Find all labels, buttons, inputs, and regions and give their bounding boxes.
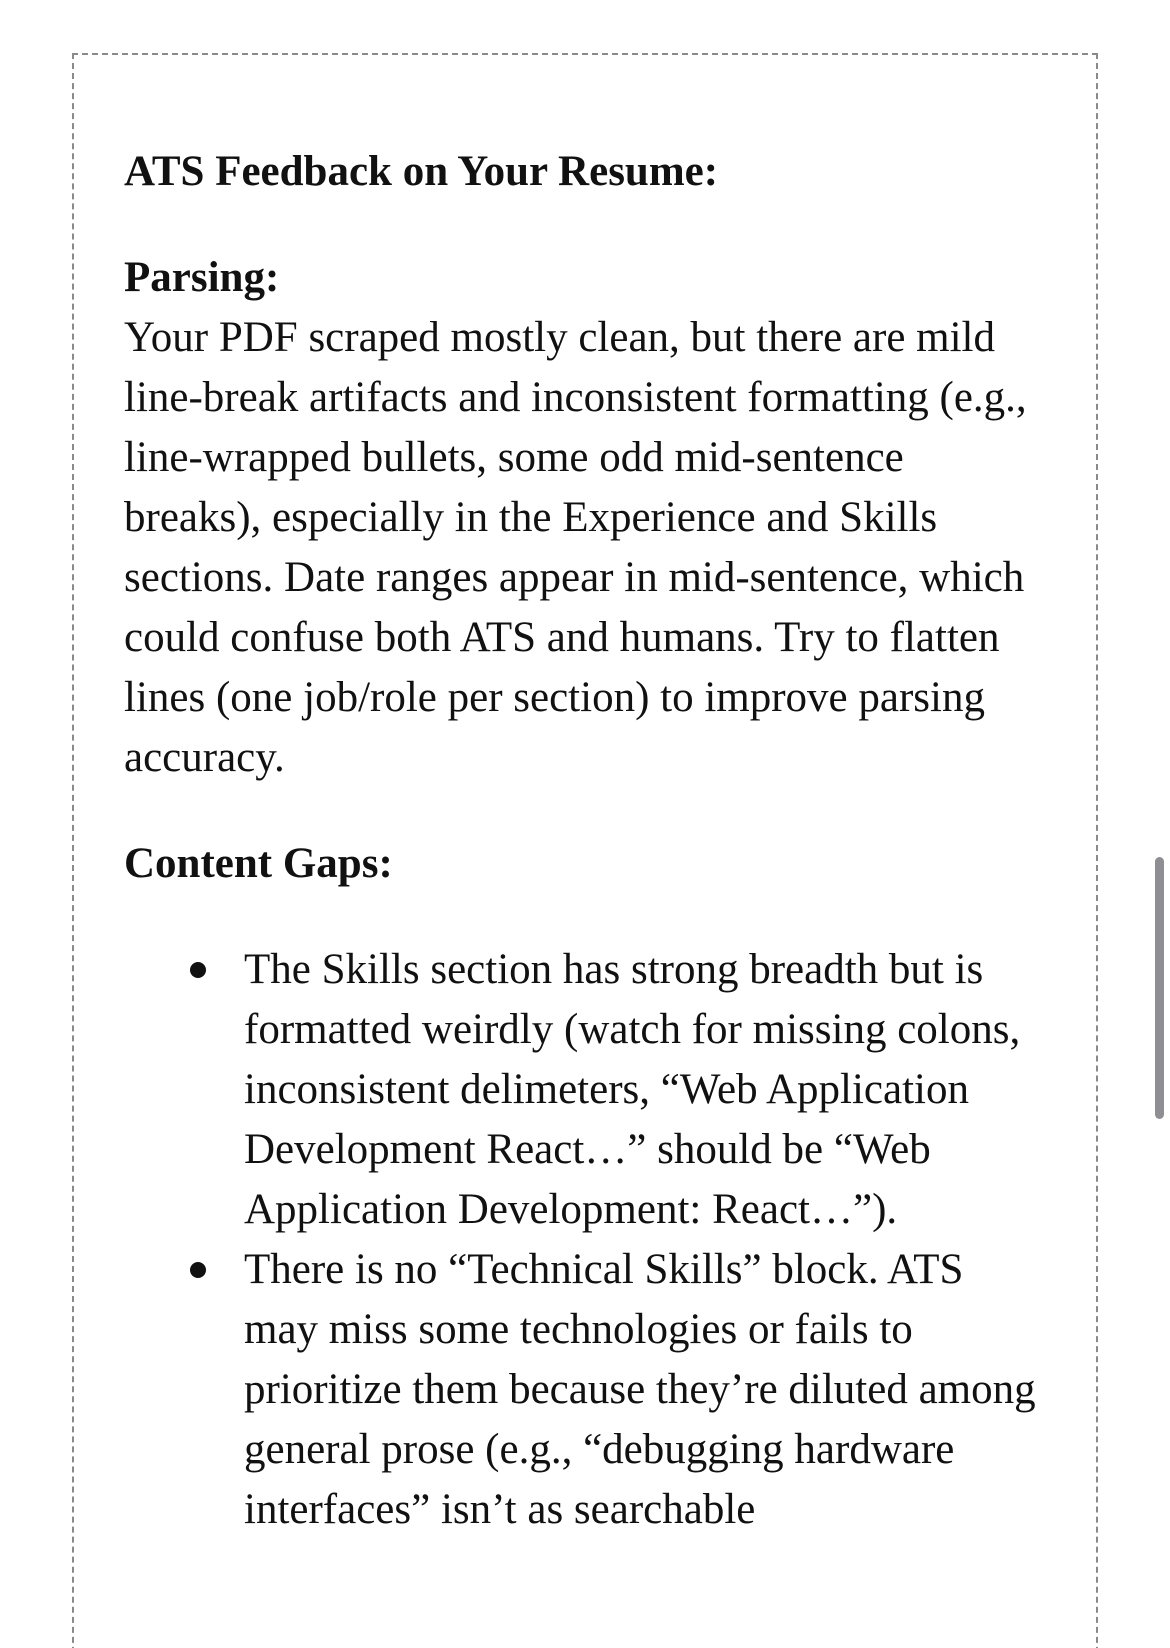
content-gaps-list [124,940,1044,1540]
list-item [124,1240,1046,1540]
list-item [124,940,1046,1240]
bullet-icon [190,962,206,978]
bullet-icon [190,1262,206,1278]
scrollbar-thumb[interactable] [1155,857,1164,1119]
content-gaps-title: Content Gaps: [124,840,393,887]
list-item-text: There is no “Technical Skills” block. ATS may miss some technologies or fails to prioritize them because they’re diluted among general prose (e.g., “debugging hardware interfaces” isn’t as searchable [244,1246,1036,1533]
parsing-body: Your PDF scraped mostly clean, but there are mild line-break artifacts and inconsistent formatting (e.g., line-wrapped bullets, some odd mid-sentence breaks), especially in the Experience and Skills sections. Date ranges appear in mid-sentence, which could confuse both ATS and humans. Try to flatten lines (one job/role per section) to improve parsing accuracy. [124,314,1027,781]
parsing-title: Parsing: [124,254,280,301]
feedback-content [124,142,1044,1540]
list-item-text: The Skills section has strong breadth but is formatted weirdly (watch for missing colons, inconsistent delimeters, “Web Application Development React…” should be “Web Application Development: React…”). [244,946,1021,1233]
feedback-heading: ATS Feedback on Your Resume: [124,148,719,195]
